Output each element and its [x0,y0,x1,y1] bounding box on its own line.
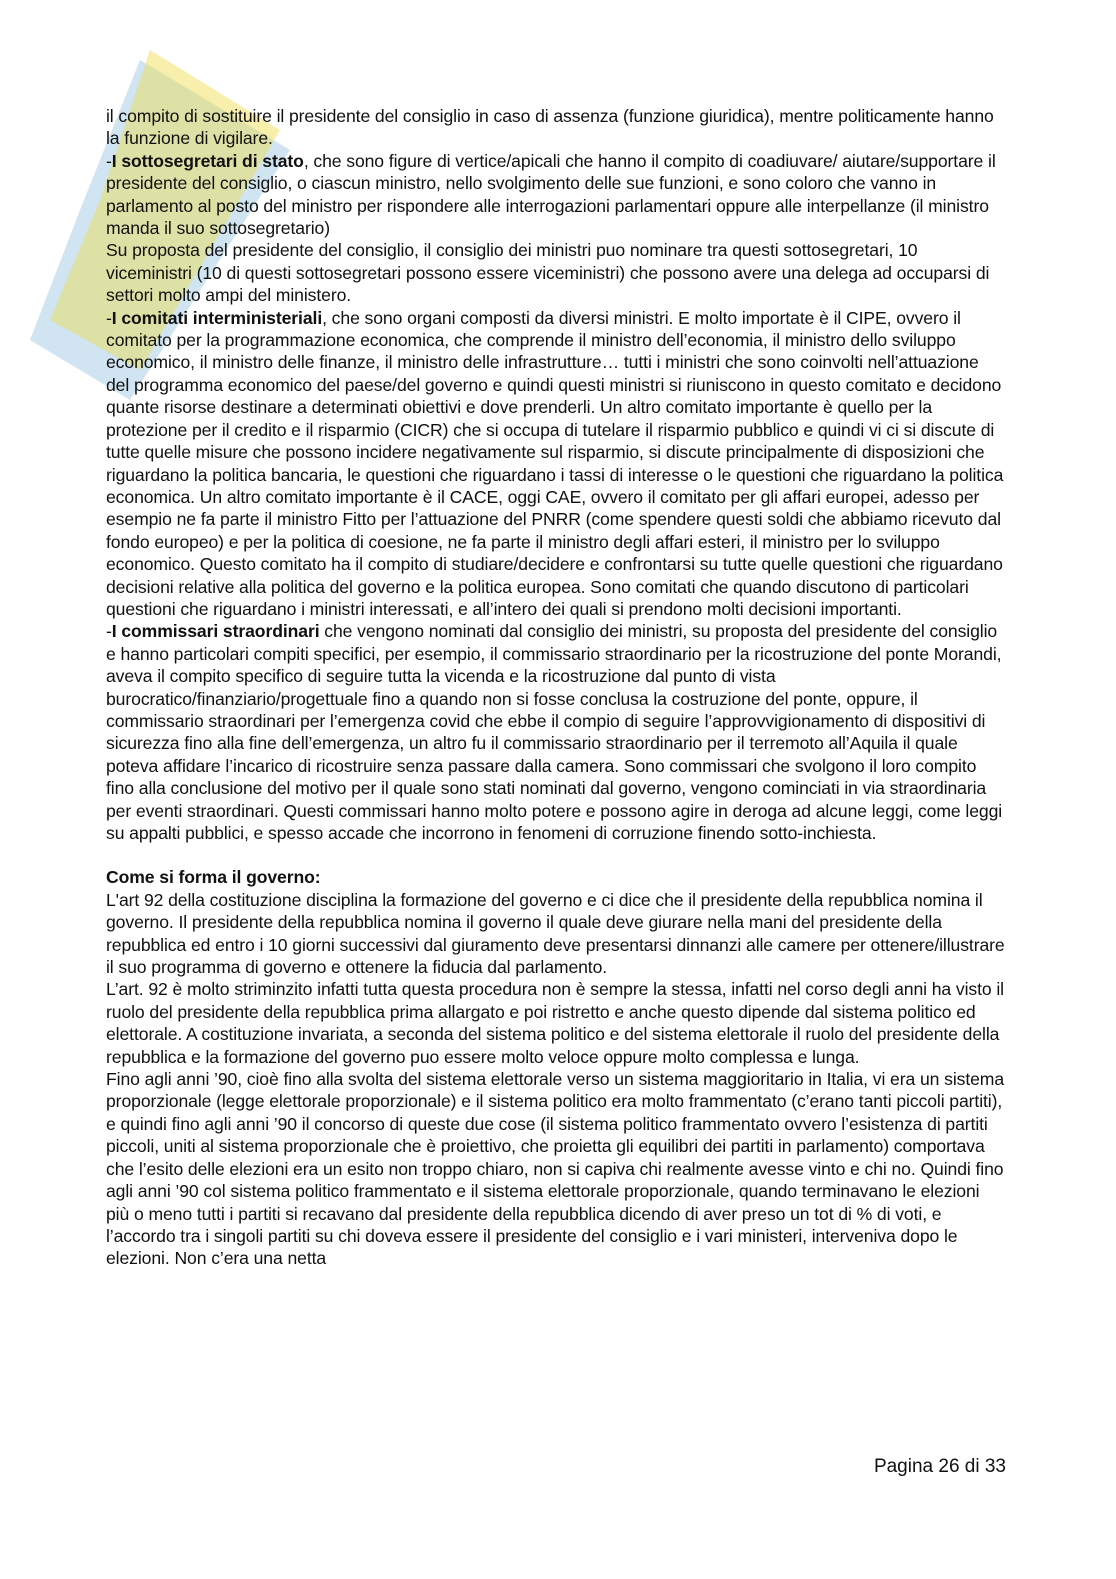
paragraph [106,889,1006,979]
text-run: , che sono organi composti da diversi ministri. E molto importate è il CIPE, ovvero il comitato per la programmazione economica, che comprende il ministro dell’economia, il ministro dello sviluppo economico, il ministro delle finanze, il ministro delle infrastrutture… tutti i ministri che sono coinvolti nell’attuazione del programma economico del paese/del governo e quindi questi ministri si riuniscono in questo comitato e decidono quante risorse destinare a determinati obiettivi e dove prenderli. Un altro comitato importante è quello per la protezione per il credito e il risparmio (CICR) che si occupa di tutelare il risparmio pubblico e quindi vi ci si discute di tutte quelle misure che possono incidere negativamente sul risparmio, si discute principalmente di disposizioni che riguardano la politica bancaria, le questioni che riguardano i tassi di interesse o le questioni che riguardano la politica economica. Un altro comitato importante è il CACE, oggi CAE, ovvero il comitato per gli affari europei, adesso per esempio ne fa parte il ministro Fitto per l’attuazione del PNRR (come spendere questi soldi che abbiamo ricevuto dal fondo europeo) e per la politica di coesione, ne fa parte il ministro degli affari esteri, il ministro per lo sviluppo economico. Questo comitato ha il compito di studiare/decidere e confrontarsi su tutte quelle questioni che riguardano decisioni relative alla politica del governo e la politica europea. Sono comitati che quando discutono di particolari questioni che riguardano i ministri interessati, e all’intero dei quali si prendono molti decisioni importanti. [106,307,1004,619]
bold-term: I comitati interministeriali [111,307,323,328]
section-heading [106,866,1006,888]
paragraph [106,978,1006,1068]
paragraph [106,620,1006,844]
paragraph [106,105,1006,150]
bold-term: I sottosegretari di stato [111,150,304,171]
text-run: che vengono nominati dal consiglio dei ministri, su proposta del presidente del consiglio e hanno particolari compiti specifici, per esempio, il commissario straordinario per la ricostruzione del ponte Morandi, aveva il compito specifico di seguire tutta la vicenda e la ricostruzione dal punto di vista burocratico/finanziario/progettuale fino a quando non si fosse conclusa la costruzione del ponte, oppure, il commissario straordinari per l’emergenza covid che ebbe il compio di seguire l’approvvigionamento di dispositivi di sicurezza fino alla fine dell’emergenza, un altro fu il commissario straordinario per il terremoto all’Aquila il quale poteva affidare l’incarico di ricostruire senza passare dalla camera. Sono commissari che svolgono il loro compito fino alla conclusione del motivo per il quale sono stati nominati dal governo, vengono cominciati in via straordinaria per eventi straordinari. Questi commissari hanno molto potere e possono agire in deroga ad alcune leggi, come leggi su appalti pubblici, e spesso accade che incorrono in fenomeni di corruzione finendo sotto-inchiesta. [106,621,1003,843]
paragraph [106,239,1006,306]
text-run: Fino agli anni ’90, cioè fino alla svolta del sistema elettorale verso un sistema maggioritario in Italia, vi era un sistema proporzionale (legge elettorale proporzionale) e il sistema politico era molto frammentato (c’erano tanti piccoli partiti), e quindi fino agli anni ’90 il concorso di queste due cose (il sistema politico frammentato ovvero l’esistenza di partiti piccoli, uniti al sistema proporzionale che è proiettivo, che proietta gli equilibri dei partiti in parlamento) comportava che l’esito delle elezioni era un esito non troppo chiaro, non si capiva chi realmente avesse vinto e chi no. Quindi fino agli anni ’90 col sistema politico frammentato e il sistema elettorale proporzionale, quando terminavano le elezioni più o meno tutti i partiti si recavano dal presidente della repubblica dicendo di aver preso un tot di % di voti, e l’accordo tra i singoli partiti su chi doveva essere il presidente del consiglio e i vari ministeri, interveniva dopo le elezioni. Non c’era una netta [106,1069,1005,1269]
text-run: , che sono figure di vertice/apicali che hanno il compito di coadiuvare/ aiutare/supportare il presidente del consiglio, o ciascun ministro, nello svolgimento delle sue funzioni, e sono coloro che vanno in parlamento al posto del ministro per rispondere alle interrogazioni parlamentari oppure alle interpellanze (il ministro manda il suo sottosegretario) [106,150,996,239]
document-body [106,105,1006,1270]
bold-term: I commissari straordinari [111,621,320,642]
paragraph [106,307,1006,621]
text-run: - [106,150,112,171]
paragraph [106,150,1006,240]
paragraph [106,1068,1006,1270]
text-run: il compito di sostituire il presidente del consiglio in caso di assenza (funzione giuridica), mentre politicamente hanno la funzione di vigilare. [106,106,994,149]
page-number: Pagina 26 di 33 [873,1456,1006,1477]
text-run: L’art. 92 è molto striminzito infatti tutta questa procedura non è sempre la stessa, infatti nel corso degli anni ha visto il ruolo del presidente della repubblica prima allargato e poi ristretto e anche questo dipende dal sistema politico ed elettorale. A costituzione invariata, a seconda del sistema politico e del sistema elettorale il ruolo del presidente della repubblica e la formazione del governo puo essere molto veloce oppure molto complessa e lunga. [106,979,1004,1067]
text-run: L'art 92 della costituzione disciplina la formazione del governo e ci dice che il presidente della repubblica nomina il governo. Il presidente della repubblica nomina il governo il quale deve giurare nella mani del presidente della repubblica ed entro i 10 giorni successivi dal giuramento deve presentarsi dinnanzi alle camere per ottenere/illustrare il suo programma di governo e ottenere la fiducia dal parlamento. [106,889,1005,978]
text-run: - [106,307,112,328]
text-run: - [106,621,112,642]
bold-term: Come si forma il governo: [106,867,321,888]
text-run: Su proposta del presidente del consiglio, il consiglio dei ministri puo nominare tra questi sottosegretari, 10 viceministri (10 di questi sottosegretari possono essere viceministri) che possono avere una delega ad occuparsi di settori molto ampi del ministero. [106,240,990,306]
